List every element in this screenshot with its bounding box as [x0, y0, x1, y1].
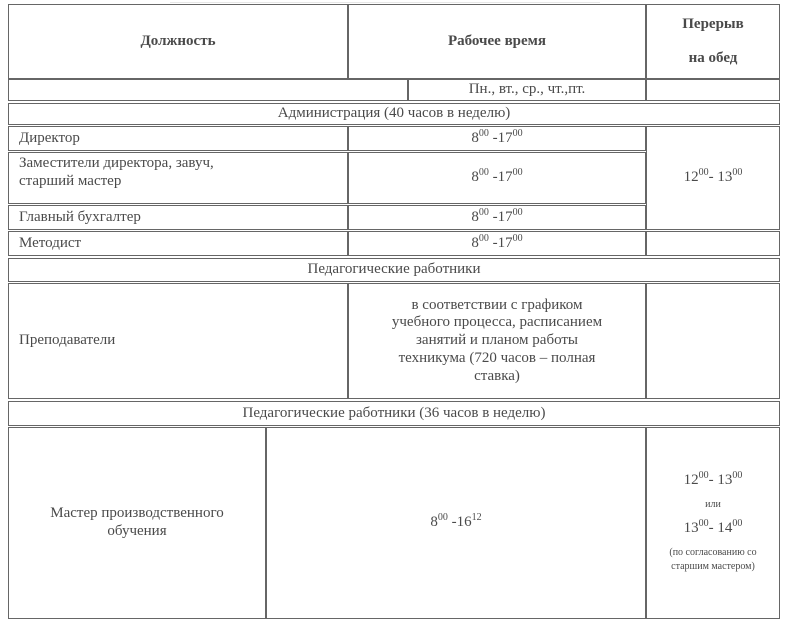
deputies-time-cell: [348, 152, 646, 204]
master-lunch-option-2: $13^{00}-$ $14^{00}$: [683, 518, 743, 536]
days-text: Пн., вт., ср., чт.,пт.: [468, 81, 586, 98]
admin-lunch-time: $12^{00}-$ $13^{00}$: [683, 167, 743, 186]
teachers-work-line-4: техникума (720 часов – полная: [398, 349, 596, 366]
teachers-work-line-1: в соответствии с графиком: [411, 296, 583, 313]
header-lunch-line-1: Перерыв: [682, 15, 744, 32]
teachers-work-line-3: занятий и планом работы: [415, 332, 579, 349]
master-lunch-cell: [646, 427, 780, 619]
director-time-cell: [348, 126, 646, 151]
teachers-work-line-2: учебного процесса, расписанием: [391, 314, 603, 331]
chief-accountant-time: $8^{00}$ $-17^{00}$: [471, 206, 523, 225]
teachers-position-cell: [8, 283, 348, 399]
master-lunch-note: (по согласованию со старшим мастером): [669, 546, 757, 572]
teachers-work-cell: [348, 283, 646, 399]
director-time: $8^{00}$ $-17^{00}$: [471, 127, 523, 146]
header-work-time: Рабочее время: [447, 32, 547, 49]
deputies-position-line-1: Заместители директора, завуч,: [19, 155, 214, 171]
methodist-time: $8^{00}$ $-17^{00}$: [471, 232, 523, 251]
master-position-cell: [8, 427, 266, 619]
master-lunch-option-1: $12^{00}-$ $13^{00}$: [683, 470, 743, 489]
section-pedagogical: [8, 258, 780, 282]
section-pedagogical-text: Педагогические работники: [307, 261, 481, 278]
header-lunch-cell: [646, 4, 780, 79]
deputies-time: $8^{00}$ $-17^{00}$: [471, 167, 523, 186]
master-lunch-content: [669, 472, 756, 573]
methodist-empty-lunch: [646, 231, 780, 256]
master-lunch-or: или: [705, 499, 721, 510]
top-scan-line: [170, 0, 600, 3]
section-pedagogical-36-text: Педагогические работники (36 часов в неделю): [242, 404, 546, 421]
chief-accountant-time-cell: [348, 205, 646, 230]
days-empty-right: [646, 79, 780, 101]
chief-accountant-position-cell: [8, 205, 348, 230]
days-cell: [408, 79, 646, 101]
master-time: $8^{00}$ $-16^{12}$: [430, 512, 482, 531]
master-position-line-1: Мастер производственного: [50, 505, 224, 522]
methodist-position: Методист: [19, 234, 82, 251]
director-position: Директор: [19, 129, 80, 146]
master-time-cell: [266, 427, 646, 619]
director-position-cell: [8, 126, 348, 151]
teachers-work-line-5: ставка): [474, 367, 520, 384]
methodist-time-cell: [348, 231, 646, 256]
teachers-position: Преподаватели: [19, 332, 116, 349]
header-work-time-cell: [348, 4, 646, 79]
master-position-line-2: обучения: [107, 523, 167, 539]
section-administration: [8, 103, 780, 125]
admin-lunch-cell: [646, 126, 780, 230]
methodist-position-cell: [8, 231, 348, 256]
chief-accountant-position: Главный бухгалтер: [19, 208, 141, 225]
deputies-position-line-2: старший мастер: [19, 172, 122, 189]
header-position: Должность: [140, 32, 216, 49]
teachers-empty-lunch: [646, 283, 780, 399]
deputies-position-cell: [8, 152, 348, 204]
days-empty-left: [8, 79, 408, 101]
header-lunch-line-2: на обед: [688, 49, 738, 66]
section-pedagogical-36: [8, 401, 780, 426]
header-position-cell: [8, 4, 348, 79]
section-administration-text: Администрация (40 часов в неделю): [277, 105, 511, 122]
